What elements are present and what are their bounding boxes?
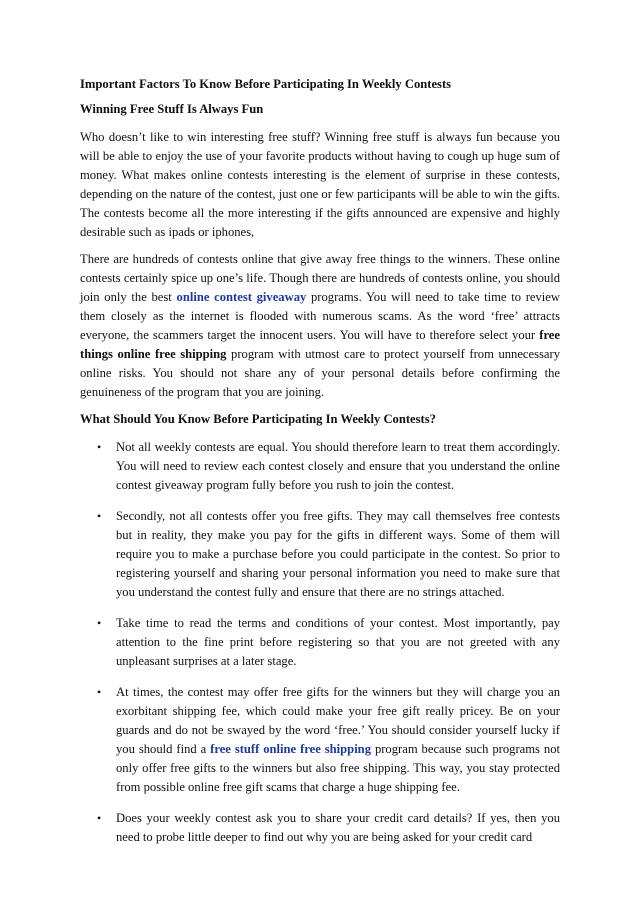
bullet-list: [80, 438, 560, 847]
list-item: [80, 438, 560, 495]
document-title: Important Factors To Know Before Participating In Weekly Contests: [80, 77, 452, 91]
bullet-icon: •: [97, 509, 102, 523]
section-heading-winning: Winning Free Stuff Is Always Fun: [80, 102, 264, 116]
list-item: [80, 507, 560, 602]
list-item-text: [116, 685, 560, 794]
list-item: [80, 614, 560, 671]
bullet-icon: •: [97, 685, 102, 699]
list-item-text-part: At times, the contest may offer free gifts for the winners but they will charge you an exorbitant shipping fee, which could make your free gift really pricey. Be on your guards and do not be swayed by the word ‘free.’ You should consider yourself lucky if you should find a: [116, 685, 560, 756]
list-item-text: Does your weekly contest ask you to share your credit card details? If yes, then you need to probe little deeper to find out why you are being asked for your credit card: [116, 811, 560, 844]
document-body: [80, 75, 560, 859]
bold-free-things-online-free-shipping: free things online free shipping: [80, 328, 560, 361]
list-item-text-part: program because such programs not only offer free gifts to the winners but also free shipping. This way, you stay protected from possible online free gift scams that charge a huge shipping fee.: [116, 742, 560, 794]
link-free-stuff-online-free-shipping[interactable]: free stuff online free shipping: [210, 742, 371, 756]
list-item: [80, 809, 560, 847]
list-item: [80, 683, 560, 797]
list-item-text: Not all weekly contests are equal. You should therefore learn to treat them accordingly. You will need to review each contest closely and ensure that you understand the online contest giveaway program fully before you rush to join the contest.: [116, 440, 560, 492]
bullet-icon: •: [97, 440, 102, 454]
list-item-text: Take time to read the terms and conditions of your contest. Most importantly, pay attention to the fine print before registering so that you are not greeted with any unpleasant surprises at a later stage.: [116, 616, 560, 668]
paragraph-contests: [80, 250, 560, 402]
paragraph-text: There are hundreds of contests online that give away free things to the winners. These online contests certainly spice up one’s life. Though there are hundreds of contests online, you should join only the best: [80, 252, 560, 304]
paragraph-intro: Who doesn’t like to win interesting free stuff? Winning free stuff is always fun because you will be able to enjoy the use of your favorite products without having to cough up huge sum of money. What makes online contests interesting is the element of surprise in these contests, depending on the nature of the contest, just one or few participants will be able to win the gifts. The contests become all the more interesting if the gifts announced are expensive and highly desirable such as ipads or iphones,: [80, 130, 560, 239]
bullet-icon: •: [97, 811, 102, 825]
bullet-icon: •: [97, 616, 102, 630]
section-heading-what-to-know: What Should You Know Before Participating In Weekly Contests?: [80, 412, 436, 426]
paragraph-text: programs. You will need to take time to review them closely as the internet is flooded with numerous scams. As the word ‘free’ attracts everyone, the scammers target the innocent users. You will have to therefore select your: [80, 290, 560, 342]
link-online-contest-giveaway[interactable]: online contest giveaway: [176, 290, 307, 304]
paragraph-text: program with utmost care to protect yourself from unnecessary online risks. You should not share any of your personal details before confirming the genuineness of the program that you are joining.: [80, 347, 560, 399]
list-item-text: Secondly, not all contests offer you free gifts. They may call themselves free contests but in reality, they make you pay for the gifts in different ways. Some of them will require you to make a purchase before you could participate in the contest. So prior to registering yourself and sharing your personal information you need to make sure that you understand the contest fully and ensure that there are no strings attached.: [116, 509, 560, 599]
